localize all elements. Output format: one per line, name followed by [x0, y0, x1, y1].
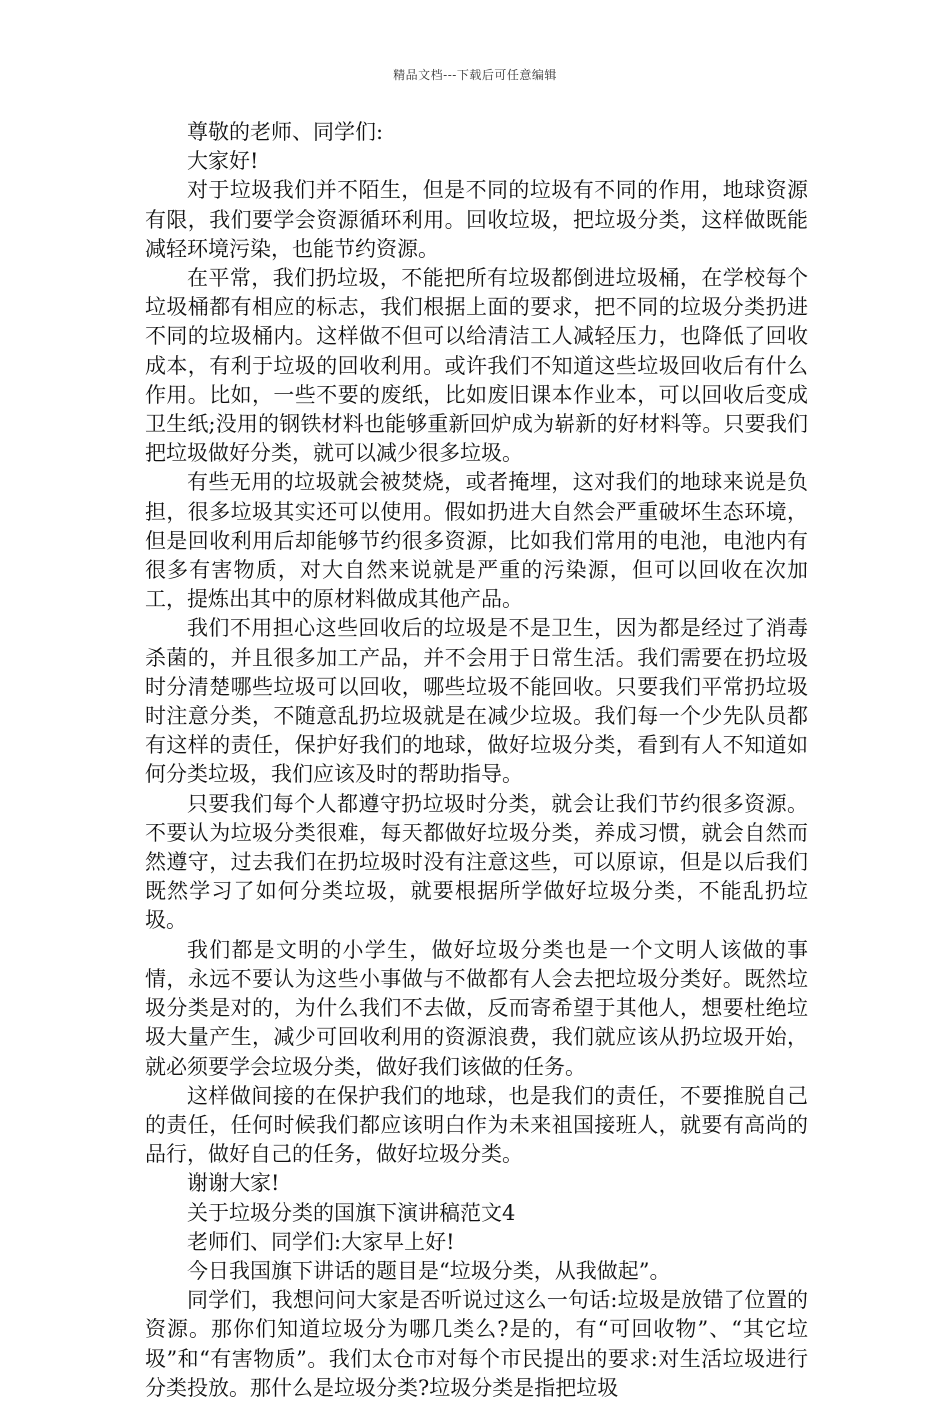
greeting: 老师们、同学们:大家早上好!: [187, 1229, 455, 1254]
page-header: 精品文档---下载后可任意编辑: [393, 68, 557, 82]
document-body: [145, 118, 808, 1403]
closing-line: 谢谢大家!: [187, 1171, 280, 1196]
salutation: 尊敬的老师、同学们:: [187, 120, 384, 144]
paragraph: 对于垃圾我们并不陌生，但是不同的垃圾有不同的作用，地球资源有限，我们要学会资源循环利用。回收垃圾，把垃圾分类，这样做既能减轻环境污染，也能节约资源。: [145, 178, 808, 261]
paragraph: 只要我们每个人都遵守扔垃圾时分类，就会让我们节约很多资源。不要认为垃圾分类很难，每天都做好垃圾分类，养成习惯，就会自然而然遵守，过去我们在扔垃圾时没有注意这些，可以原谅，但是以后我们既然学习了如何分类垃圾，就要根据所学做好垃圾分类，不能乱扔垃圾。: [145, 791, 808, 933]
paragraph: 我们不用担心这些回收后的垃圾是不是卫生，因为都是经过了消毒杀菌的，并且很多加工产品，并不会用于日常生活。我们需要在扔垃圾时分清楚哪些垃圾可以回收，哪些垃圾不能回收。只要我们平常扔垃圾时注意分类，不随意乱扔垃圾就是在减少垃圾。我们每一个少先队员都有这样的责任，保护好我们的地球，做好垃圾分类，看到有人不知道如何分类垃圾，我们应该及时的帮助指导。: [145, 616, 808, 787]
section-title: 关于垃圾分类的国旗下演讲稿范文4: [187, 1200, 516, 1225]
paragraph: 有些无用的垃圾就会被焚烧，或者掩埋，这对我们的地球来说是负担，很多垃圾其实还可以使用。假如扔进大自然会严重破坏生态环境，但是回收利用后却能够节约很多资源，比如我们常用的电池，电池内有很多有害物质，对大自然来说就是严重的污染源，但可以回收在次加工，提炼出其中的原材料做成其他产品。: [145, 470, 808, 612]
paragraph: 今日我国旗下讲话的题目是“垃圾分类，从我做起”。: [187, 1258, 671, 1283]
paragraph: 同学们，我想问问大家是否听说过这么一句话:垃圾是放错了位置的资源。那你们知道垃圾分为哪几类么?是的，有“可回收物”、“其它垃圾”和“有害物质”。我们太仓市对每个市民提出的要求:对生活垃圾进行分类投放。那什么是垃圾分类?垃圾分类是指把垃圾: [145, 1288, 808, 1400]
paragraph: 这样做间接的在保护我们的地球，也是我们的责任，不要推脱自己的责任，任何时候我们都应该明白作为未来祖国接班人，就要有高尚的品行，做好自己的任务，做好垃圾分类。: [145, 1083, 808, 1167]
paragraph: 我们都是文明的小学生，做好垃圾分类也是一个文明人该做的事情，永远不要认为这些小事做与不做都有人会去把垃圾分类好。既然垃圾分类是对的，为什么我们不去做，反而寄希望于其他人，想要杜绝垃圾大量产生，减少可回收利用的资源浪费，我们就应该从扔垃圾开始，就必须要学会垃圾分类，做好我们该做的任务。: [145, 937, 808, 1079]
paragraph: 在平常，我们扔垃圾，不能把所有垃圾都倒进垃圾桶，在学校每个垃圾桶都有相应的标志，我们根据上面的要求，把不同的垃圾分类扔进不同的垃圾桶内。这样做不但可以给清洁工人减轻压力，也降低了回收成本，有利于垃圾的回收利用。或许我们不知道这些垃圾回收后有什么作用。比如，一些不要的废纸，比如废旧课本作业本，可以回收后变成卫生纸;没用的钢铁材料也能够重新回炉成为崭新的好材料等。只要我们把垃圾做好分类，就可以减少很多垃圾。: [145, 266, 808, 466]
greeting: 大家好!: [187, 149, 259, 174]
